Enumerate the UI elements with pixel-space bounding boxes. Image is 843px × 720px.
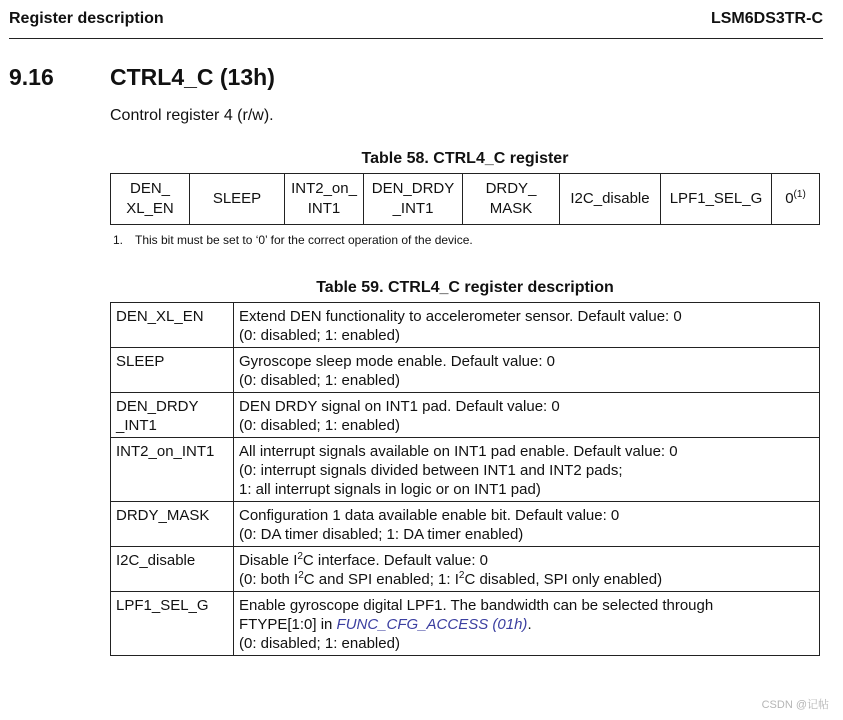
description-line: (0: disabled; 1: enabled) — [239, 635, 400, 652]
register-description-table — [110, 302, 820, 656]
register-bit-table — [110, 173, 820, 225]
table-row — [111, 348, 820, 393]
field-name-text: INT2_on_INT1 — [116, 443, 215, 460]
field-name-text: _INT1 — [116, 417, 157, 434]
bit7-label-line1: DEN_ — [129, 180, 170, 197]
table59-caption: Table 59. CTRL4_C register description — [316, 279, 614, 296]
field-description — [234, 547, 820, 592]
description-line: (0: disabled; 1: enabled) — [239, 372, 400, 389]
text-span: C and SPI enabled; 1: I — [303, 571, 459, 588]
description-line — [239, 570, 815, 589]
table-row — [111, 303, 820, 348]
field-description — [234, 393, 820, 438]
description-line: (0: interrupt signals divided between INT1 and INT2 pads; — [239, 462, 623, 479]
header-section-name: Register description — [9, 10, 164, 27]
description-line: DEN DRDY signal on INT1 pad. Default value: 0 — [239, 398, 560, 415]
footnote-number: 1. — [113, 233, 124, 247]
field-description — [234, 502, 820, 547]
bit7-label-line2: XL_EN — [126, 200, 174, 217]
field-name-text: DEN_XL_EN — [116, 308, 204, 325]
text-span: Disable I — [239, 552, 298, 569]
section-title: CTRL4_C (13h) — [110, 64, 275, 90]
description-line: Extend DEN functionality to accelerometer sensor. Default value: 0 — [239, 308, 682, 325]
field-name — [111, 592, 234, 656]
footnote-ref: (1) — [793, 189, 806, 200]
section-number: 9.16 — [9, 64, 54, 90]
bit1-label: LPF1_SEL_G — [669, 190, 763, 207]
description-line — [239, 615, 815, 634]
footnote-text: This bit must be set to ‘0’ for the correct operation of the device. — [135, 233, 473, 247]
description-line: (0: disabled; 1: enabled) — [239, 417, 400, 434]
field-name-text: I2C_disable — [116, 552, 196, 569]
table58-footnote — [113, 233, 473, 247]
field-description — [234, 303, 820, 348]
bit4-cell — [364, 174, 463, 225]
field-description — [234, 438, 820, 502]
description-line: 1: all interrupt signals in logic or on INT1 pad) — [239, 481, 541, 498]
bit0-cell — [772, 174, 820, 225]
text-span: C interface. Default value: 0 — [302, 552, 489, 569]
superscript: 2 — [298, 570, 304, 581]
bit4-label-line2: _INT1 — [392, 200, 434, 217]
description-line: Gyroscope sleep mode enable. Default value: 0 — [239, 353, 556, 370]
table58-caption: Table 58. CTRL4_C register — [361, 150, 569, 167]
field-name — [111, 502, 234, 547]
field-name — [111, 393, 234, 438]
text-span: (0: both I — [239, 571, 299, 588]
func-cfg-access-link[interactable]: FUNC_CFG_ACCESS (01h) — [336, 616, 528, 633]
text-span: FTYPE[1:0] in — [239, 616, 337, 633]
bit2-cell — [560, 174, 661, 225]
field-name-text: LPF1_SEL_G — [116, 597, 209, 614]
field-name — [111, 438, 234, 502]
text-span: . — [527, 616, 532, 633]
field-description — [234, 348, 820, 393]
section-subtitle: Control register 4 (r/w). — [110, 107, 274, 124]
field-name — [111, 547, 234, 592]
bit6-cell — [190, 174, 285, 225]
table-row — [111, 592, 820, 656]
page-header — [9, 10, 823, 32]
field-name-text: DRDY_MASK — [116, 507, 210, 524]
superscript: 2 — [458, 570, 465, 581]
bit3-label-line1: DRDY_ — [485, 180, 537, 197]
field-name-text: SLEEP — [116, 353, 165, 370]
description-line: (0: disabled; 1: enabled) — [239, 327, 400, 344]
description-line: All interrupt signals available on INT1 pad enable. Default value: 0 — [239, 443, 678, 460]
watermark: CSDN @记帖 — [761, 699, 829, 711]
table-row — [111, 438, 820, 502]
bit6-label: SLEEP — [212, 190, 262, 207]
table-row — [111, 547, 820, 592]
text-span: C disabled, SPI only enabled) — [464, 571, 663, 588]
bit5-label-line1: INT2_on_ — [291, 180, 357, 197]
bit3-label-line2: MASK — [489, 200, 533, 217]
field-name-text: DEN_DRDY — [116, 398, 199, 415]
description-line: Configuration 1 data available enable bit. Default value: 0 — [239, 507, 620, 524]
bit5-cell — [285, 174, 364, 225]
bit3-cell — [463, 174, 560, 225]
field-name — [111, 303, 234, 348]
field-description — [234, 592, 820, 656]
description-line — [239, 551, 815, 570]
header-part-number: LSM6DS3TR-C — [710, 10, 823, 27]
table-row — [111, 502, 820, 547]
table-row — [111, 393, 820, 438]
bit4-label-line1: DEN_DRDY — [371, 180, 455, 197]
bit7-cell — [111, 174, 190, 225]
description-line: Enable gyroscope digital LPF1. The bandwidth can be selected through — [239, 597, 714, 614]
bit5-label-line2: INT1 — [307, 200, 341, 217]
superscript: 2 — [297, 551, 303, 562]
bit1-cell — [661, 174, 772, 225]
bit2-label: I2C_disable — [570, 190, 650, 207]
field-name — [111, 348, 234, 393]
header-divider — [9, 38, 823, 39]
description-line: (0: DA timer disabled; 1: DA timer enabled) — [239, 526, 524, 543]
bit0-value: 0 — [785, 190, 794, 207]
